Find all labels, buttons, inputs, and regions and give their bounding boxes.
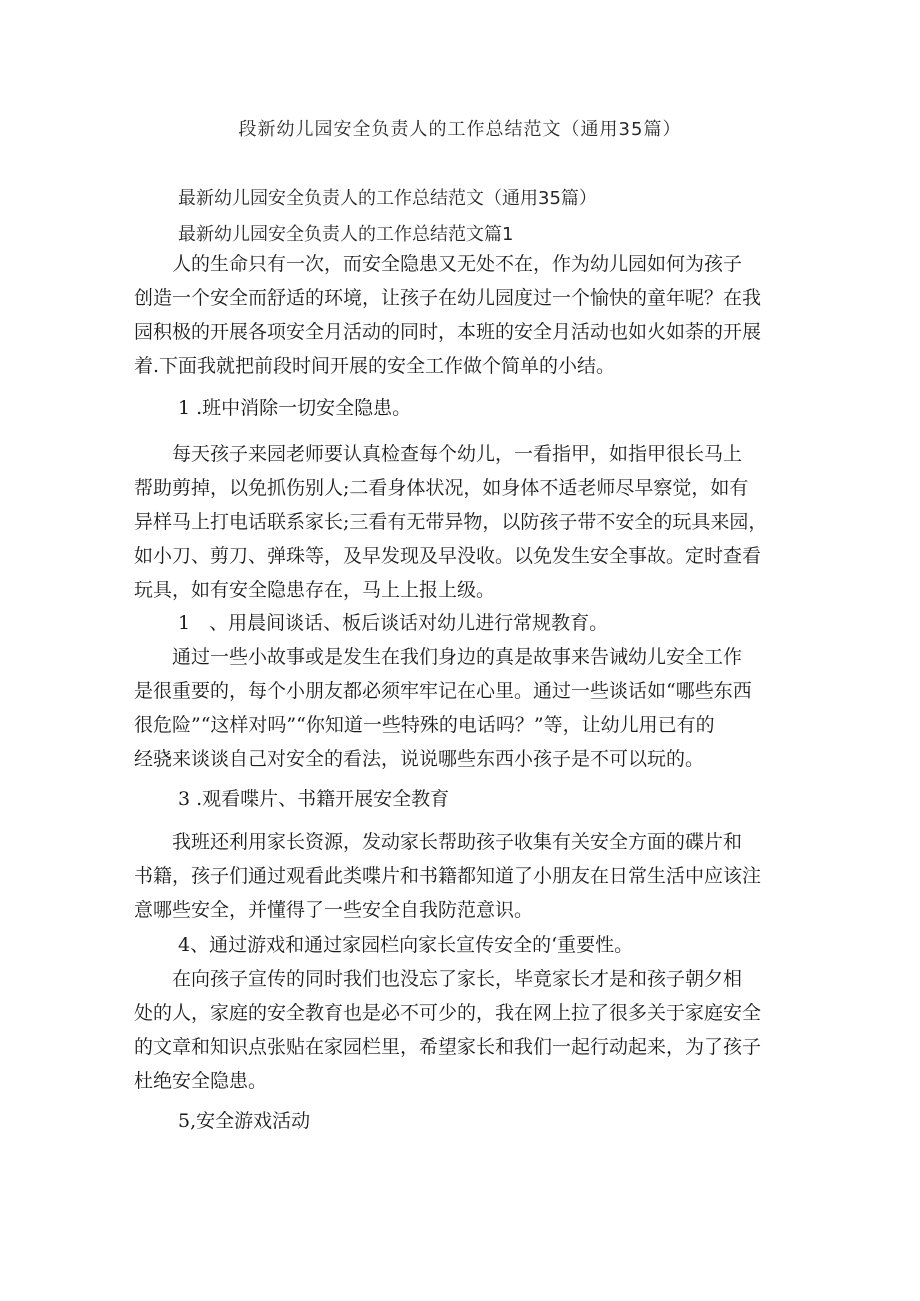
text-line: 经骁来谈谈自己对安全的看法，说说哪些东西小孩子是不可以玩的。: [134, 748, 705, 770]
text-line: 是很重要的，每个小朋友都必须牢牢记在心里。通过一些谈话如“哪些东西: [134, 680, 752, 702]
item2-heading: 1 、用晨间谈话、板后谈话对幼儿进行常规教育。: [178, 612, 609, 634]
text-line: 玩具，如有安全隐患存在，马上上报上级。: [134, 579, 496, 601]
text-line: 很危险”“这样对吗”“你知道一些特殊的电话吗？”等，让幼儿用已有的: [134, 714, 715, 736]
item3-paragraph: [134, 825, 790, 927]
text-line: 在向孩子宣传的同时我们也没忘了家长，毕竟家长才是和孩子朝夕相: [134, 968, 743, 990]
item1-paragraph: [134, 437, 790, 607]
document-title: 段新幼儿园安全负责人的工作总结范文（通用35篇）: [238, 119, 682, 140]
document-subtitle: 最新幼儿园安全负责人的工作总结范文（通用35篇）: [178, 188, 597, 209]
item4-paragraph: [134, 962, 790, 1098]
text-line: 的文章和知识点张贴在家园栏里，希望家长和我们一起行动起来，为了孩子: [134, 1036, 762, 1058]
item4-heading: 4、通过游戏和通过家园栏向家长宣传安全的‘重要性。: [178, 934, 634, 956]
item1-heading: 1 .班中消除一切安全隐患。: [178, 397, 412, 419]
text-line: 如小刀、剪刀、弹珠等，及早发现及早没收。以免发生安全事故。定时查看: [134, 545, 762, 567]
text-line: 我班还利用家长资源，发动家长帮助孩子收集有关安全方面的碟片和: [134, 831, 743, 853]
text-line: 通过一些小故事或是发生在我们身边的真是故事来告诫幼儿安全工作: [134, 646, 743, 668]
text-line: 帮助剪掉，以免抓伤别人;二看身体状况，如身体不适老师尽早察觉，如有: [134, 477, 749, 499]
section-title: 最新幼儿园安全负责人的工作总结范文篇1: [178, 224, 514, 245]
item3-heading: 3 .观看喋片、书籍开展安全教育: [178, 788, 450, 810]
item5-heading: 5,安全游戏活动: [178, 1110, 311, 1132]
text-line: 着.下面我就把前段时间开展的安全工作做个简单的小结。: [134, 355, 616, 377]
intro-paragraph: [134, 247, 790, 383]
item2-paragraph: [134, 640, 790, 776]
text-line: 书籍，孩子们通过观看此类喋片和书籍都知道了小朋友在日常生活中应该注: [134, 865, 762, 887]
text-line: 异样马上打电话联系家长;三看有无带异物，以防孩子带不安全的玩具来园，: [134, 511, 768, 533]
text-line: 创造一个安全而舒适的环境，让孩子在幼儿园度过一个愉快的童年呢？在我: [134, 287, 762, 309]
text-line: 处的人，家庭的安全教育也是必不可少的，我在网上拉了很多关于家庭安全: [134, 1002, 762, 1024]
text-line: 意哪些安全，并懂得了一些安全自我防范意识。: [134, 899, 534, 921]
text-line: 人的生命只有一次，而安全隐患又无处不在，作为幼儿园如何为孩子: [134, 253, 743, 275]
text-line: 每天孩子来园老师要认真检查每个幼儿，一看指甲，如指甲很长马上: [134, 443, 743, 465]
text-line: 园积极的开展各项安全月活动的同时，本班的安全月活动也如火如荼的开展: [134, 321, 762, 343]
text-line: 杜绝安全隐患。: [134, 1070, 268, 1092]
